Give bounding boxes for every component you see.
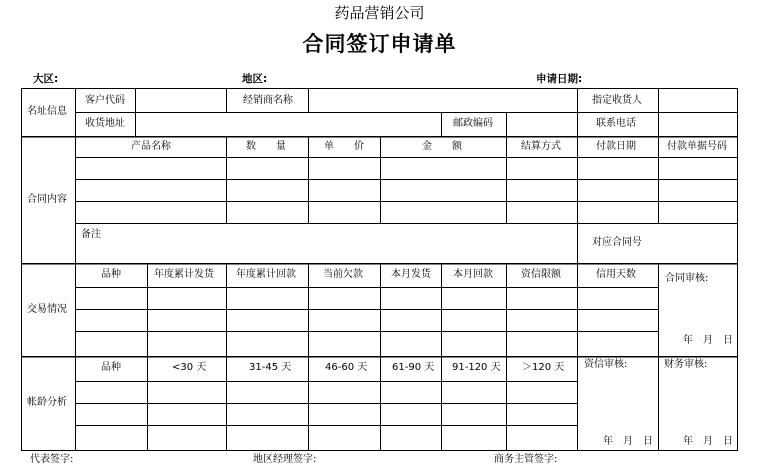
col-month-collection: 本月回款 <box>453 269 493 280</box>
customer-code-label: 客户代码 <box>85 95 125 106</box>
section-aging: 帐龄分析 <box>27 397 67 408</box>
col-ytd-shipment: 年度累计发货 <box>154 269 214 280</box>
col-credit-limit: 资信限额 <box>521 269 561 280</box>
form-title: 合同签订申请单 <box>302 31 457 56</box>
col-product-name: 产品名称 <box>131 141 171 152</box>
col-settlement: 结算方式 <box>521 141 561 152</box>
aging-col-lt30: <30 天 <box>172 362 207 373</box>
region-label: 地区: <box>242 73 268 85</box>
aging-col-31-45: 31-45 天 <box>249 362 292 373</box>
business-supervisor-signature-label: 商务主管签字: <box>494 454 558 465</box>
col-quantity: 数 量 <box>246 141 286 152</box>
section-address-info: 名址信息 <box>27 106 67 117</box>
aging-col-gt120: ＞120 天 <box>522 362 565 373</box>
col-amount: 金 额 <box>422 141 462 152</box>
apply-date-label: 申请日期: <box>536 73 583 85</box>
remarks-label: 备注 <box>81 229 101 240</box>
region-big-label: 大区: <box>33 73 59 85</box>
credit-review-label: 资信审核: <box>584 359 628 370</box>
col-payment-doc: 付款单据号码 <box>667 141 727 152</box>
col-variety: 品种 <box>101 269 121 280</box>
company-name: 药品营销公司 <box>334 4 425 22</box>
col-ytd-collection: 年度累计回款 <box>236 269 296 280</box>
distributor-name-label: 经销商名称 <box>243 95 293 106</box>
finance-review-date: 年 月 日 <box>683 436 733 447</box>
postal-code-label: 邮政编码 <box>453 118 493 129</box>
col-payment-date: 付款日期 <box>596 141 636 152</box>
designated-receiver-label: 指定收货人 <box>592 95 642 106</box>
col-current-debt: 当前欠款 <box>323 269 363 280</box>
contract-no-label: 对应合同号 <box>592 237 642 248</box>
region-manager-signature-label: 地区经理签字: <box>253 454 317 465</box>
contract-review-label: 合同审核: <box>665 273 709 284</box>
section-contract: 合同内容 <box>27 194 67 205</box>
col-unit-price: 单 价 <box>324 141 364 152</box>
aging-col-variety: 品种 <box>101 362 121 373</box>
col-month-shipment: 本月发货 <box>391 269 431 280</box>
delivery-address-label: 收货地址 <box>85 118 125 129</box>
contact-phone-label: 联系电话 <box>596 118 636 129</box>
credit-review-date: 年 月 日 <box>603 436 653 447</box>
aging-col-61-90: 61-90 天 <box>392 362 435 373</box>
aging-col-46-60: 46-60 天 <box>325 362 368 373</box>
section-trade: 交易情况 <box>27 304 67 315</box>
col-credit-days: 信用天数 <box>596 269 636 280</box>
finance-review-label: 财务审核: <box>664 359 708 370</box>
contract-review-date: 年 月 日 <box>683 335 733 346</box>
aging-col-91-120: 91-120 天 <box>452 362 501 373</box>
rep-signature-label: 代表签字: <box>30 454 74 465</box>
